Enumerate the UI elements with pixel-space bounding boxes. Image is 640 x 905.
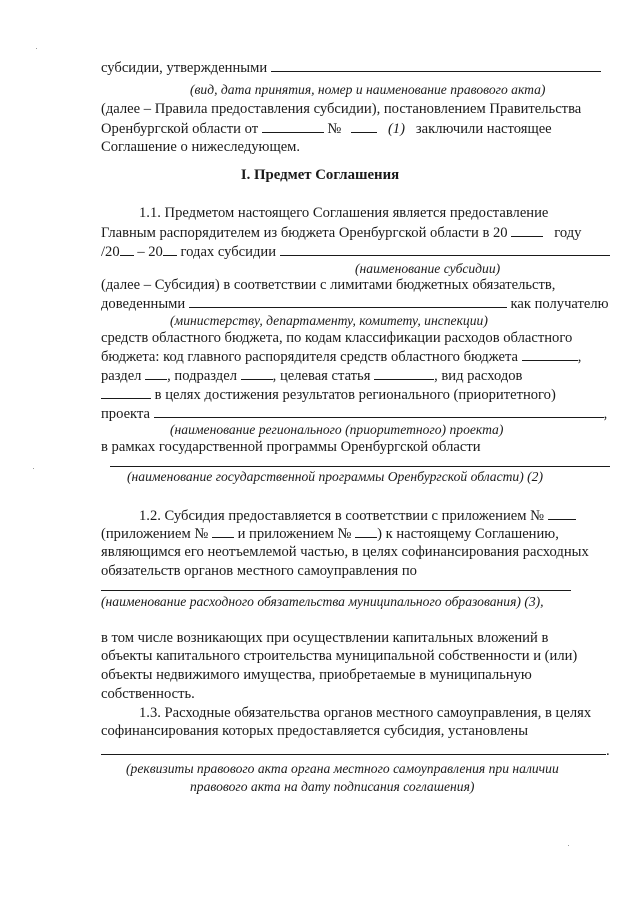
- text: субсидии, утвержденными: [101, 60, 268, 76]
- text: и приложением №: [237, 526, 352, 542]
- text-line: [101, 222, 581, 243]
- blank-field: [163, 241, 177, 256]
- blank-field: [280, 241, 610, 256]
- text: 1.2. Субсидия предоставляется в соответствии с приложением №: [139, 508, 545, 524]
- text-line: 1.1. Предметом настоящего Соглашения является предоставление: [139, 205, 549, 221]
- text-line: [101, 523, 559, 544]
- blank-field: [101, 384, 151, 399]
- text-line: [101, 118, 552, 139]
- text: Оренбургской области от: [101, 121, 259, 137]
- text-line: [101, 365, 522, 386]
- text: , вид расходов: [434, 368, 523, 384]
- text: проекта: [101, 406, 150, 422]
- text: ) к настоящему Соглашению,: [377, 526, 559, 542]
- text-line: средств областного бюджета, по кодам классификации расходов областного: [101, 330, 573, 346]
- text-line: 1.3. Расходные обязательства органов местного самоуправления, в целях: [139, 705, 592, 721]
- blank-line: [110, 466, 610, 467]
- text: заключили настоящее: [415, 121, 552, 137]
- text: ,: [577, 349, 582, 365]
- blank-field: [212, 523, 234, 538]
- text: бюджета: код главного распорядителя средств областного бюджета: [101, 349, 519, 365]
- text-line: в том числе возникающих при осуществлении капитальных вложений в: [101, 630, 549, 646]
- blank-field: [262, 118, 324, 133]
- blank-field: [271, 57, 601, 72]
- text: , подраздел: [167, 368, 237, 384]
- caption: (наименование государственной программы Оренбургской области) (2): [127, 469, 544, 484]
- text: (приложением №: [101, 526, 209, 542]
- text-line: [101, 740, 610, 761]
- blank-field: [522, 346, 578, 361]
- section-heading: I. Предмет Соглашения: [240, 167, 400, 183]
- text: , целевая статья: [272, 368, 371, 384]
- blank-field: [120, 241, 134, 256]
- scan-speck: [568, 845, 569, 846]
- caption: (наименование субсидии): [355, 261, 501, 276]
- text: годах субсидии: [180, 244, 277, 260]
- blank-field: [241, 365, 273, 380]
- footnote-ref: (1): [387, 121, 405, 137]
- text-line: собственность.: [101, 686, 195, 702]
- blank-field: [351, 118, 377, 133]
- text-line: в рамках государственной программы Оренбургской области: [101, 439, 481, 455]
- text-line: софинансирования которых предоставляется субсидия, установлены: [101, 723, 529, 739]
- text-line: объекты капитального строительства муниципальной собственности и (или): [101, 648, 578, 664]
- text-line: Соглашение о нижеследующем.: [101, 139, 301, 155]
- caption: (реквизиты правового акта органа местного самоуправления при наличии: [126, 761, 559, 776]
- text-line: [101, 384, 556, 405]
- scan-speck: [36, 48, 37, 49]
- text: ,: [603, 406, 608, 422]
- text-line: [101, 346, 581, 367]
- caption: правового акта на дату подписания соглашения): [190, 779, 475, 794]
- text: году: [554, 225, 582, 241]
- text: .: [606, 743, 610, 759]
- scan-speck: [33, 468, 34, 469]
- text: как получателю: [510, 296, 609, 312]
- blank-field: [548, 505, 576, 520]
- text: №: [327, 121, 342, 137]
- blank-field: [355, 523, 377, 538]
- caption: (вид, дата принятия, номер и наименование правового акта): [190, 82, 546, 97]
- text-line: [101, 293, 609, 314]
- caption: (наименование расходного обязательства муниципального образования) (3),: [101, 594, 544, 609]
- text: раздел: [101, 368, 142, 384]
- text-line: (далее – Правила предоставления субсидии), постановлением Правительства: [101, 101, 582, 117]
- blank-field: [101, 740, 606, 755]
- blank-field: [154, 403, 604, 418]
- blank-field: [374, 365, 434, 380]
- text-line: объекты недвижимого имущества, приобретаемые в муниципальную: [101, 667, 532, 683]
- text: – 20: [137, 244, 163, 260]
- text-line: (далее – Субсидия) в соответствии с лимитами бюджетных обязательств,: [101, 277, 556, 293]
- text: в целях достижения результатов регионального (приоритетного): [154, 387, 556, 403]
- text-line: обязательств органов местного самоуправления по: [101, 563, 417, 579]
- text: доведенными: [101, 296, 186, 312]
- text-line: [101, 57, 601, 78]
- text-line: являющимся его неотъемлемой частью, в целях софинансирования расходных: [101, 544, 589, 560]
- blank-field: [511, 222, 543, 237]
- caption: (наименование регионального (приоритетного) проекта): [170, 422, 504, 437]
- caption: (министерству, департаменту, комитету, инспекции): [170, 313, 488, 328]
- text: Главным распорядителем из бюджета Оренбургской области в 20: [101, 225, 508, 241]
- text-line: [101, 241, 610, 262]
- text: /20: [101, 244, 120, 260]
- blank-line: [101, 590, 571, 591]
- blank-field: [145, 365, 167, 380]
- blank-field: [189, 293, 507, 308]
